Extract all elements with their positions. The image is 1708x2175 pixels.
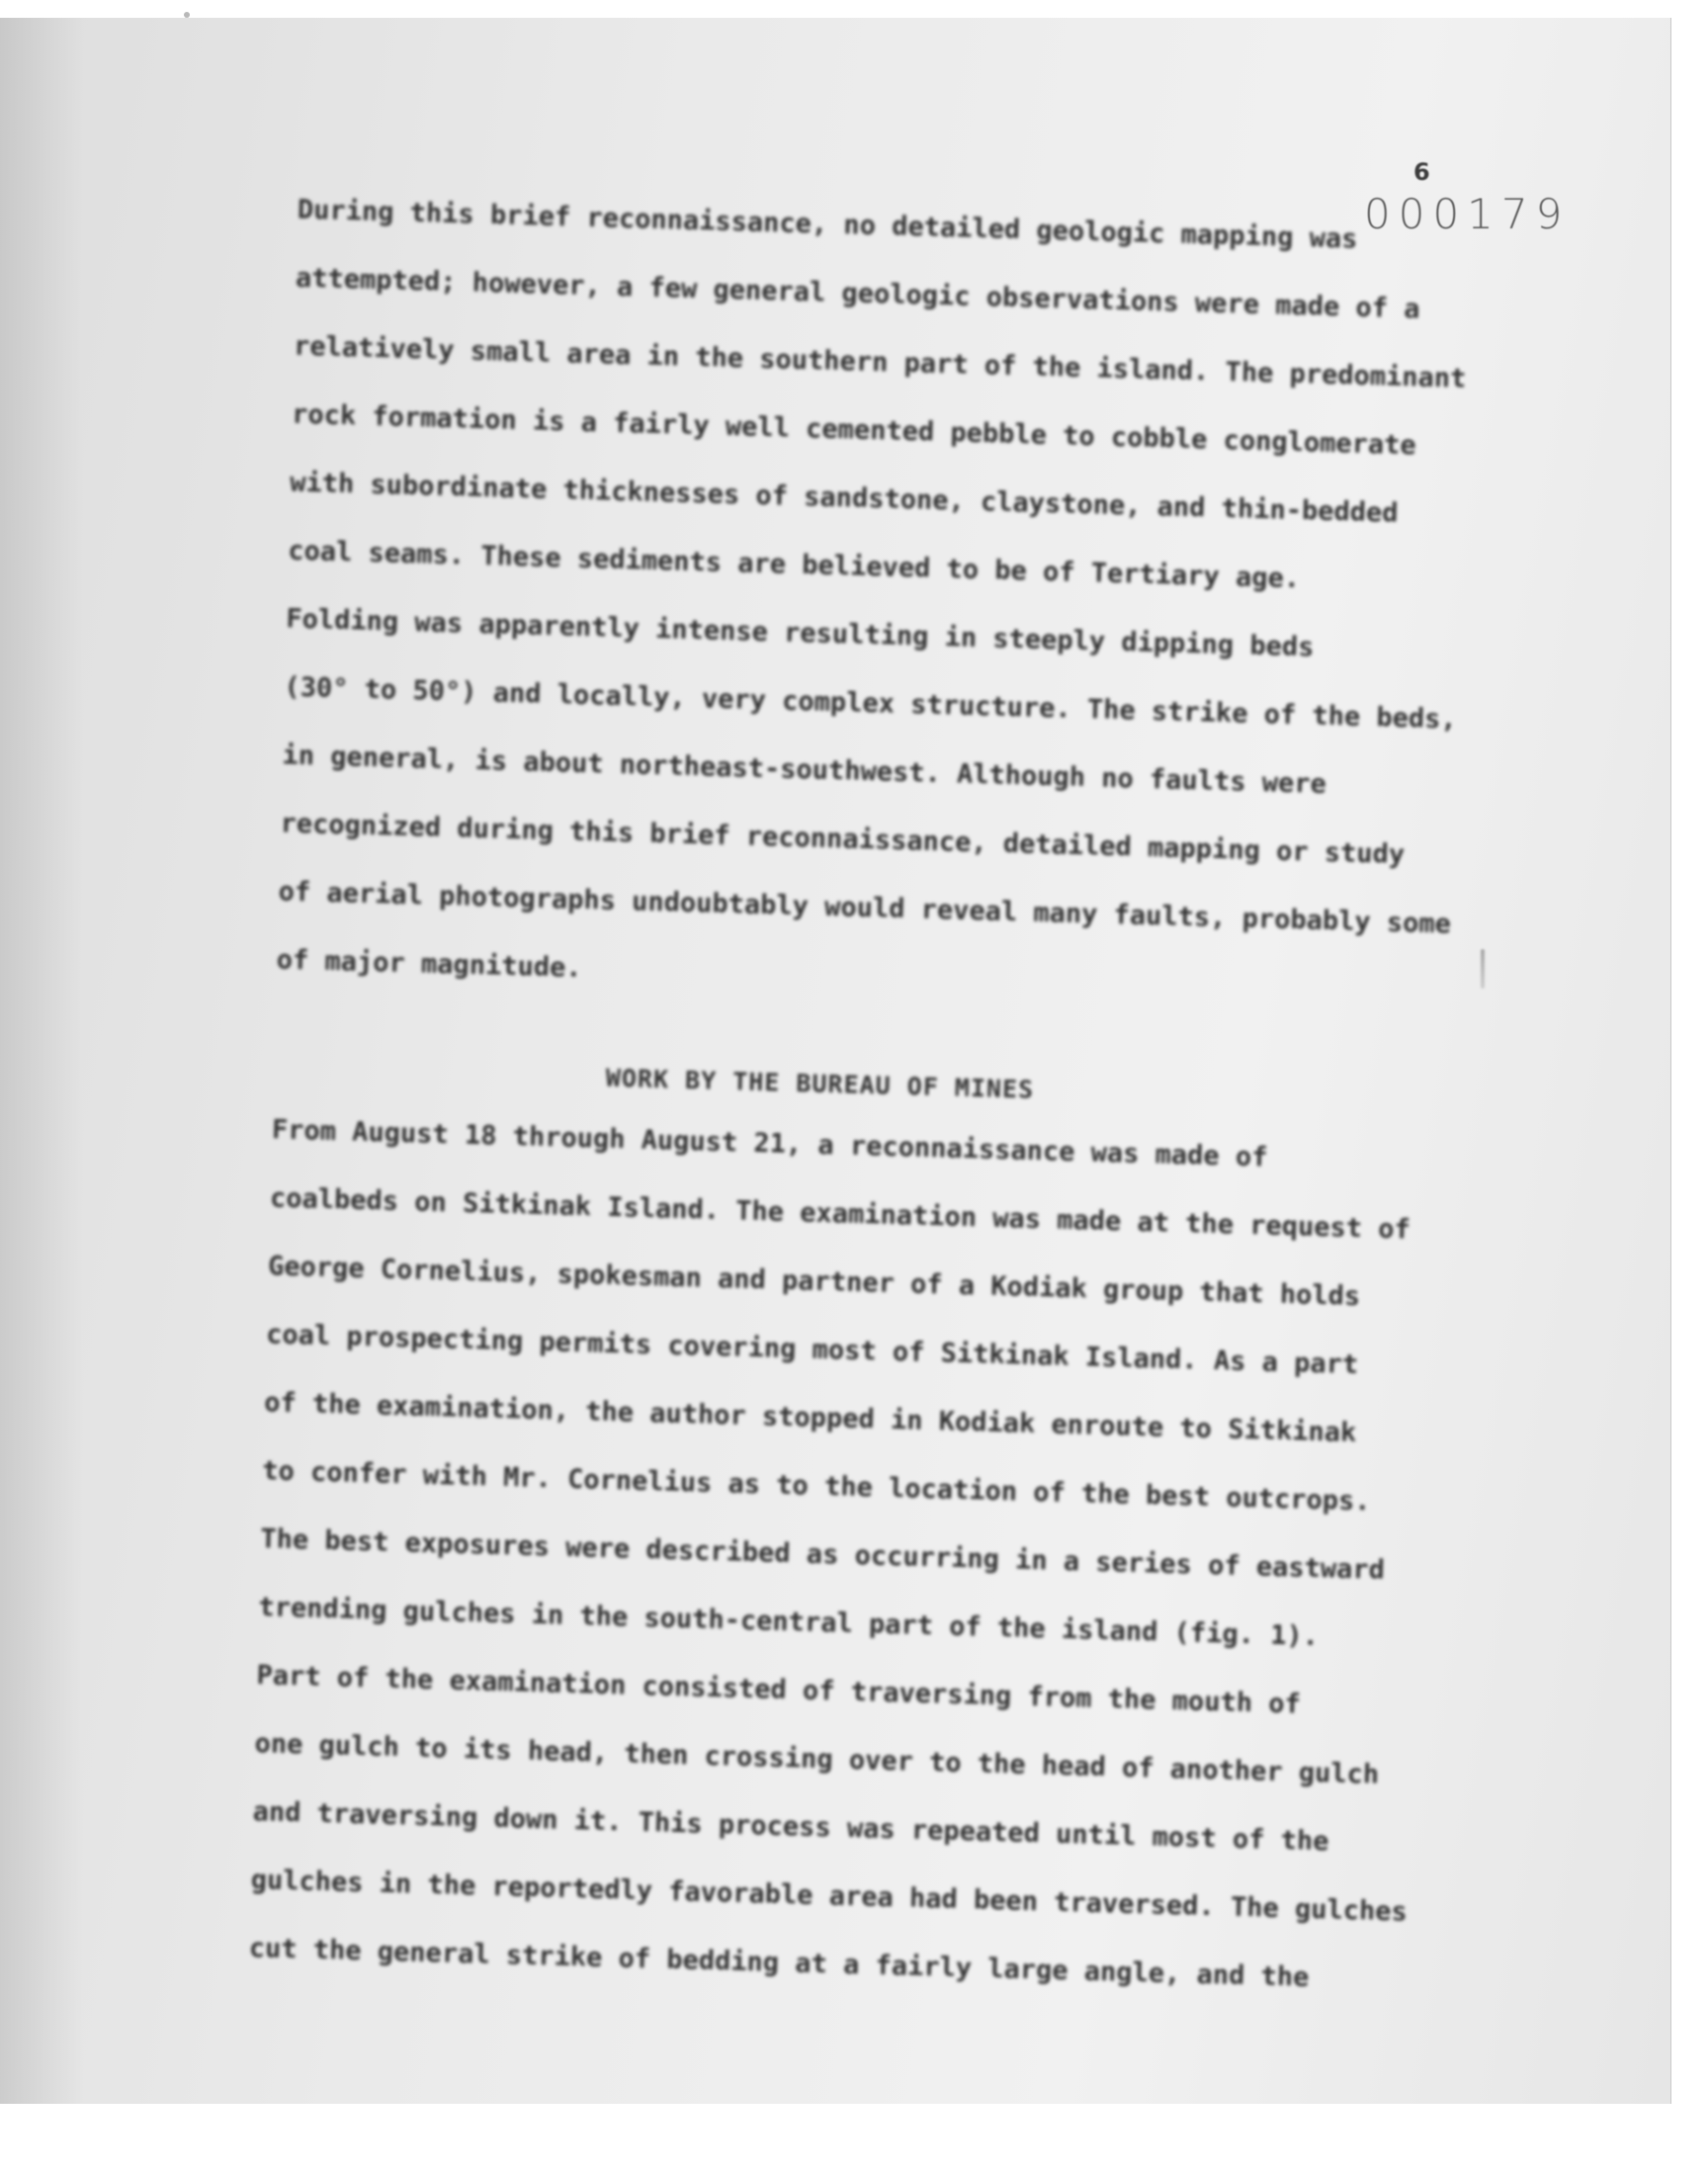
section-heading: WORK BY THE BUREAU OF MINES xyxy=(605,1063,1035,1104)
paragraph-traversing xyxy=(157,1638,1441,2015)
text-line: From August 18 through August 21, a reconnaissance was made of xyxy=(271,1114,1268,1174)
scan-artifact-mark xyxy=(1481,949,1485,989)
paragraph-august-visit xyxy=(167,1093,1457,1675)
text-line: of the examination, the author stopped in Kodiak enroute to Sitkinak xyxy=(263,1387,1357,1448)
text-line: rock formation is a fairly well cemented pebble to cobble conglomerate xyxy=(291,398,1417,462)
text-line: one gulch to its head, then crossing over to the head of another gulch xyxy=(254,1727,1380,1790)
text-line: Part of the examination consisted of traversing from the mouth of xyxy=(256,1659,1302,1720)
text-line: trending gulches in the south-central part of the island (fig. 1). xyxy=(258,1592,1320,1652)
text-line: coal seams. These sediments are believed to be of Tertiary age. xyxy=(287,535,1301,595)
paragraph-folding xyxy=(185,582,1471,1027)
text-line: of major magnitude. xyxy=(276,944,582,984)
text-line: in general, is about northeast-southwest. Although no faults were xyxy=(282,740,1327,800)
text-line: with subordinate thicknesses of sandstone, claystone, and thin-bedded xyxy=(289,467,1399,529)
typed-text-block xyxy=(157,173,1483,2015)
text-line: recognized during this brief reconnaissance, detailed mapping or study xyxy=(280,808,1406,871)
dust-speck xyxy=(184,12,190,18)
paragraph xyxy=(196,173,1482,618)
paragraph-reconnaissance xyxy=(196,173,1482,618)
sheet-shadow xyxy=(0,18,83,2104)
text-line: Folding was apparently intense resulting in steeply dipping beds xyxy=(286,603,1315,663)
text-line: relatively small area in the southern part of the island. The predominant xyxy=(293,330,1467,394)
bates-number: 000179 xyxy=(1364,190,1571,238)
text-line: gulches in the reportedly favorable area had been traversed. The gulches xyxy=(250,1864,1409,1928)
text-line: to confer with Mr. Cornelius as to the location of the best outcrops. xyxy=(261,1455,1371,1518)
text-line: George Cornelius, spokesman and partner of a Kodiak group that holds xyxy=(267,1251,1361,1312)
text-line: of aerial photographs undoubtably would reveal many faults, probably some xyxy=(278,876,1452,940)
text-line: attempted; however, a few general geologic observations were made of a xyxy=(295,262,1420,325)
text-line: and traversing down it. This process was repeated until most of the xyxy=(252,1795,1329,1858)
text-line: The best exposures were described as occurring in a series of eastward xyxy=(260,1523,1386,1586)
text-line: coalbeds on Sitkinak Island. The examination was made at the request of xyxy=(269,1182,1411,1246)
page-number: 6 xyxy=(1413,158,1430,186)
text-line: (30° to 50°) and locally, very complex structure. The strike of the beds, xyxy=(284,671,1458,736)
text-line: coal prospecting permits covering most of Sitkinak Island. As a part xyxy=(265,1319,1359,1380)
text-line: cut the general strike of bedding at a fairly large angle, and the xyxy=(248,1932,1310,1993)
paragraph xyxy=(157,1638,1441,2015)
text-line: During this brief reconnaissance, no detailed geologic mapping was xyxy=(297,194,1358,255)
paragraph xyxy=(167,1093,1457,1675)
paragraph xyxy=(185,582,1471,1027)
